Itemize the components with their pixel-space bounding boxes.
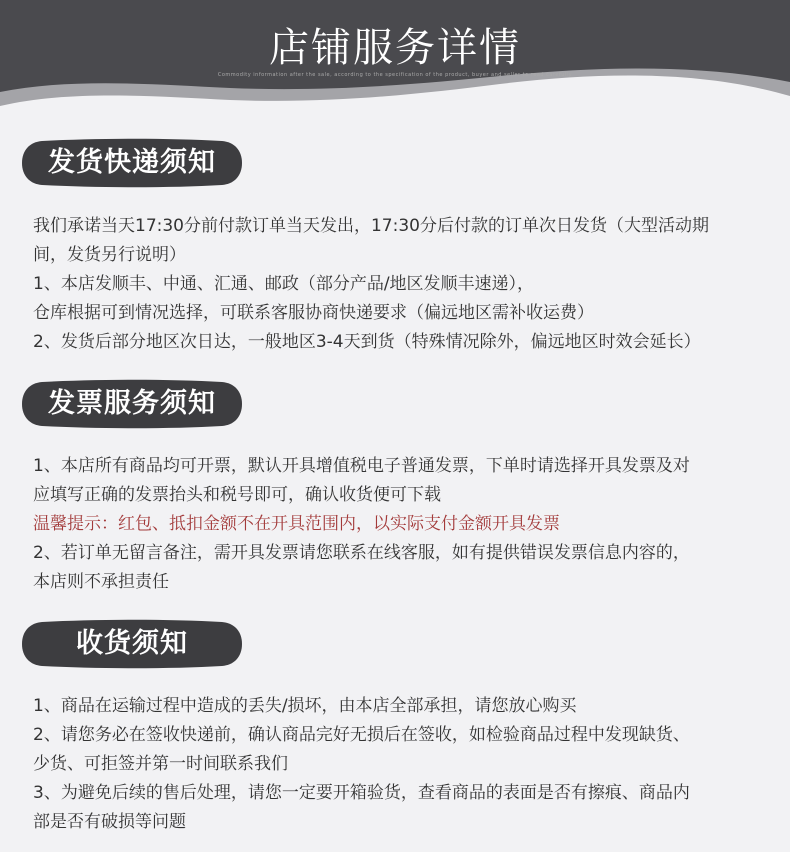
text-line: 应填写正确的发票抬头和税号即可，确认收货便可下载 (33, 485, 441, 505)
section-title-invoice: 发票服务须知 (48, 388, 216, 419)
text-line: 间，发货另行说明） (33, 245, 186, 265)
text-line: 仓库根据可到情况选择，可联系客服协商快递要求（偏远地区需补收运费） (33, 303, 594, 323)
section-content-shipping (33, 212, 763, 357)
page-subtitle: Commodity information after the sale, according to the specification of the product, buyer and seller to read carefully (217, 72, 573, 78)
section-content-invoice (33, 452, 763, 597)
page-title: 店铺服务详情 (269, 25, 521, 71)
text-line: 1、商品在运输过程中造成的丢失/损坏，由本店全部承担，请您放心购买 (33, 696, 577, 716)
text-line: 2、发货后部分地区次日达，一般地区3-4天到货（特殊情况除外，偏远地区时效会延长） (33, 332, 701, 352)
text-line: 2、若订单无留言备注，需开具发票请您联系在线客服，如有提供错误发票信息内容的， (33, 543, 690, 563)
text-line: 1、本店发顺丰、中通、汇通、邮政（部分产品/地区发顺丰速递）， (33, 274, 535, 294)
text-line: 2、请您务必在签收快递前，确认商品完好无损后在签收，如检验商品过程中发现缺货、 (33, 725, 690, 745)
section-tag-shipping (20, 138, 244, 188)
text-line: 本店则不承担责任 (33, 572, 169, 592)
section-title-shipping: 发货快递须知 (48, 147, 216, 178)
warning-text: 温馨提示：红包、抵扣金额不在开具范围内，以实际支付金额开具发票 (33, 514, 560, 534)
section-content-receiving (33, 692, 763, 837)
section-title-receiving: 收货须知 (76, 628, 188, 659)
page-header (0, 0, 790, 110)
text-line: 我们承诺当天17:30分前付款订单当天发出，17:30分后付款的订单次日发货（大型活动期 (33, 216, 709, 236)
text-line: 1、本店所有商品均可开票，默认开具增值税电子普通发票，下单时请选择开具发票及对 (33, 456, 690, 476)
section-tag-invoice (20, 379, 244, 429)
text-line: 少货、可拒签并第一时间联系我们 (33, 754, 288, 774)
section-tag-receiving (20, 619, 244, 669)
text-line: 3、为避免后续的售后处理，请您一定要开箱验货，查看商品的表面是否有擦痕、商品内 (33, 783, 690, 803)
text-line: 部是否有破损等问题 (33, 812, 186, 832)
